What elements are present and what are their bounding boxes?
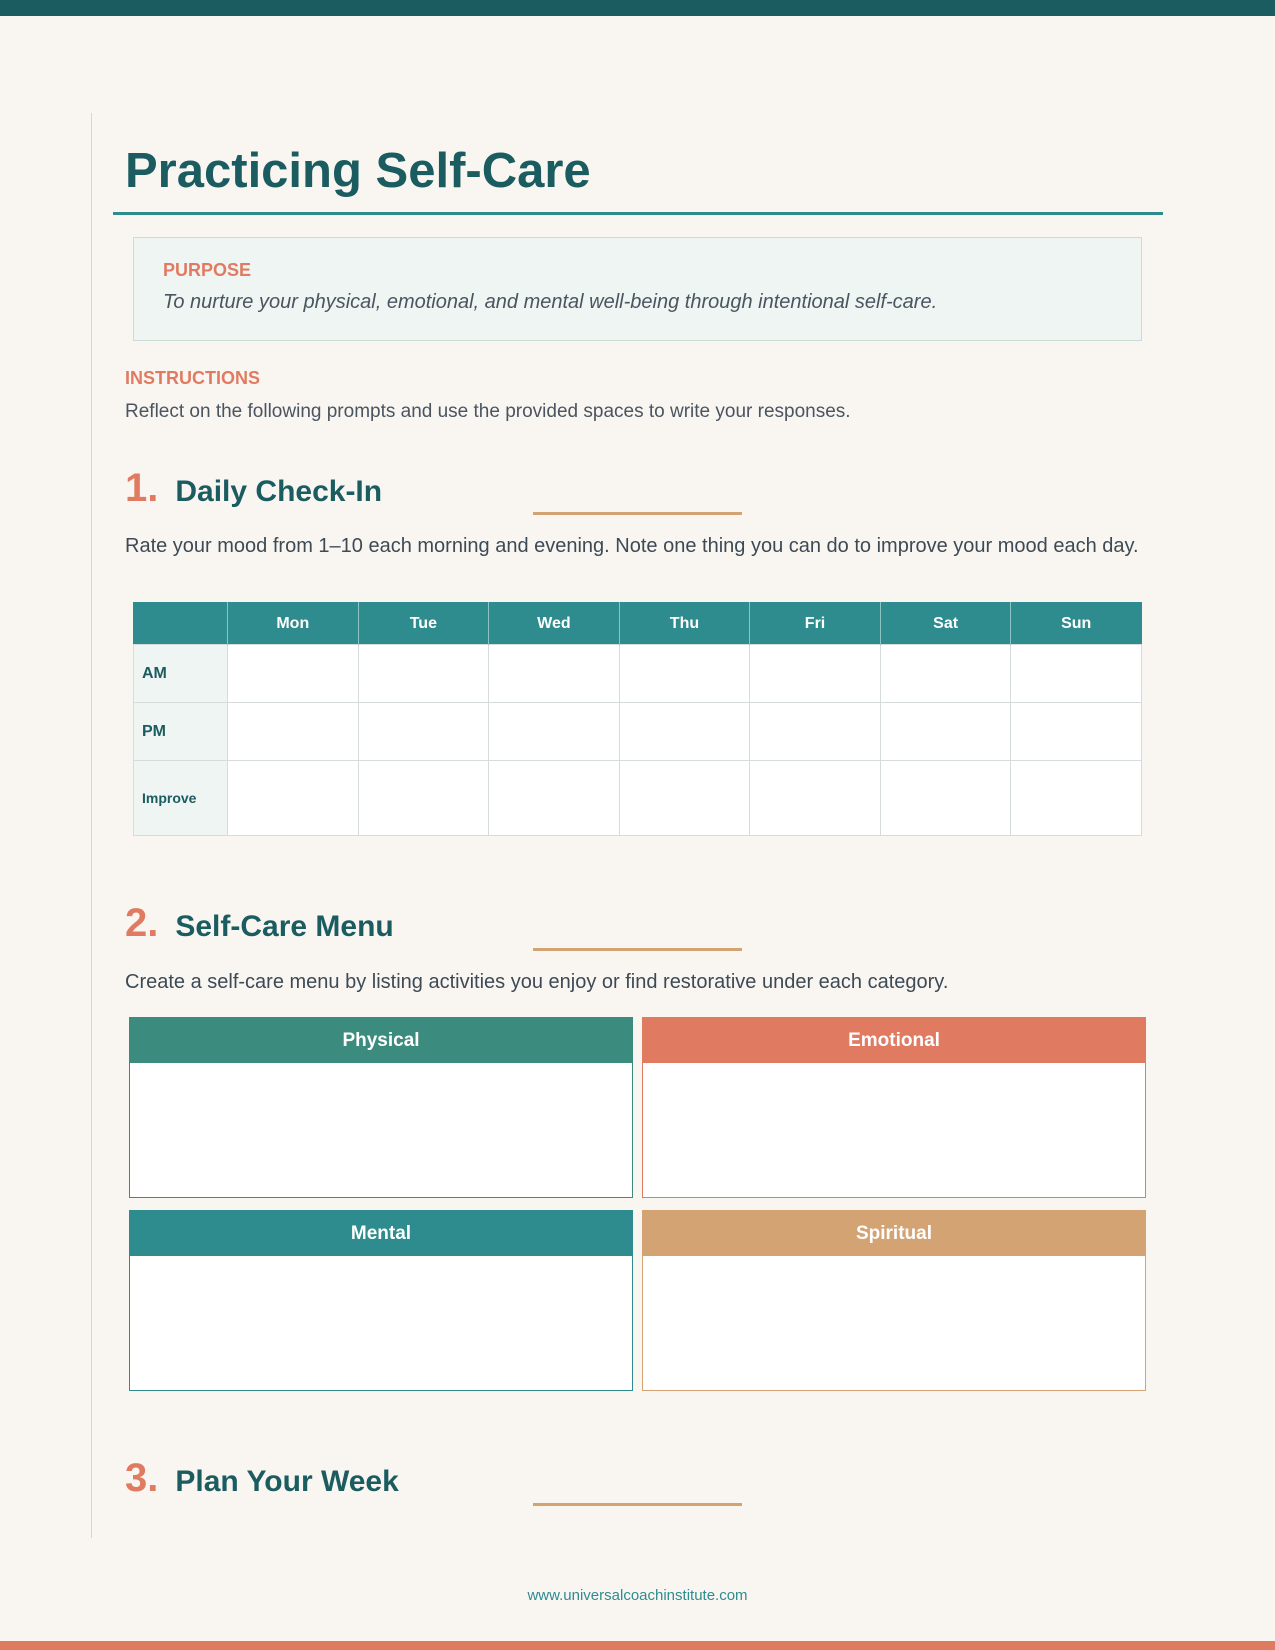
table-row-pm [134,703,1142,761]
section-1-title: Daily Check-In [175,475,383,508]
section-2-description: Create a self-care menu by listing activities you enjoy or find restorative under each category. [125,971,949,993]
day-header-thu: Thu [619,603,750,645]
menu-card-mental-header: Mental [130,1211,632,1256]
entry-cell[interactable] [619,761,750,836]
instructions-text: Reflect on the following prompts and use the provided spaces to write your responses. [125,401,851,422]
entry-cell[interactable] [750,703,881,761]
day-header-tue: Tue [358,603,489,645]
section-2-rule [533,948,742,951]
section-1-number: 1. [125,466,159,510]
menu-card-emotional [642,1017,1146,1198]
menu-card-emotional-header: Emotional [643,1018,1145,1063]
row-label-improve: Improve [134,761,228,836]
menu-card-spiritual-body[interactable] [643,1256,1145,1390]
table-row-am [134,645,1142,703]
entry-cell[interactable] [489,761,620,836]
purpose-label: PURPOSE [163,260,252,280]
entry-cell[interactable] [750,761,881,836]
table-header-row [134,603,1142,645]
menu-card-physical-body[interactable] [130,1063,632,1197]
entry-cell[interactable] [1011,703,1142,761]
title-underline [113,212,1163,215]
corner-header-cell [134,603,228,645]
page-title: Practicing Self-Care [125,144,591,198]
entry-cell[interactable] [358,761,489,836]
day-header-sun: Sun [1011,603,1142,645]
entry-cell[interactable] [880,703,1011,761]
section-3-title: Plan Your Week [175,1465,399,1498]
entry-cell[interactable] [1011,645,1142,703]
entry-cell[interactable] [880,761,1011,836]
menu-card-spiritual [642,1210,1146,1391]
purpose-text: To nurture your physical, emotional, and mental well-being through intentional self-care. [163,291,938,313]
menu-card-mental [129,1210,633,1391]
menu-card-emotional-body[interactable] [643,1063,1145,1197]
entry-cell[interactable] [750,645,881,703]
row-label-am: AM [134,645,228,703]
top-accent-bar [0,0,1275,16]
menu-card-mental-body[interactable] [130,1256,632,1390]
table-row-improve [134,761,1142,836]
day-header-mon: Mon [228,603,359,645]
instructions-label: INSTRUCTIONS [125,368,260,388]
footer-url[interactable]: www.universalcoachinstitute.com [527,1587,748,1604]
purpose-box [133,237,1142,341]
section-1-heading [125,466,382,511]
day-header-sat: Sat [880,603,1011,645]
row-label-pm: PM [134,703,228,761]
section-1-description: Rate your mood from 1–10 each morning and evening. Note one thing you can do to improve your mood each day. [125,535,1139,557]
entry-cell[interactable] [228,703,359,761]
entry-cell[interactable] [358,645,489,703]
day-header-fri: Fri [750,603,881,645]
day-header-wed: Wed [489,603,620,645]
entry-cell[interactable] [619,703,750,761]
section-2-heading [125,901,394,946]
section-2-number: 2. [125,901,159,945]
left-margin-rule [91,113,92,1538]
section-3-rule [533,1503,742,1506]
entry-cell[interactable] [489,703,620,761]
section-2-title: Self-Care Menu [175,910,394,943]
menu-card-physical [129,1017,633,1198]
section-3-number: 3. [125,1456,159,1500]
entry-cell[interactable] [489,645,620,703]
entry-cell[interactable] [358,703,489,761]
daily-checkin-table [133,602,1142,836]
menu-card-spiritual-header: Spiritual [643,1211,1145,1256]
bottom-accent-bar [0,1641,1275,1650]
section-3-heading [125,1456,399,1501]
entry-cell[interactable] [1011,761,1142,836]
entry-cell[interactable] [619,645,750,703]
menu-card-physical-header: Physical [130,1018,632,1063]
entry-cell[interactable] [880,645,1011,703]
entry-cell[interactable] [228,645,359,703]
entry-cell[interactable] [228,761,359,836]
section-1-rule [533,512,742,515]
